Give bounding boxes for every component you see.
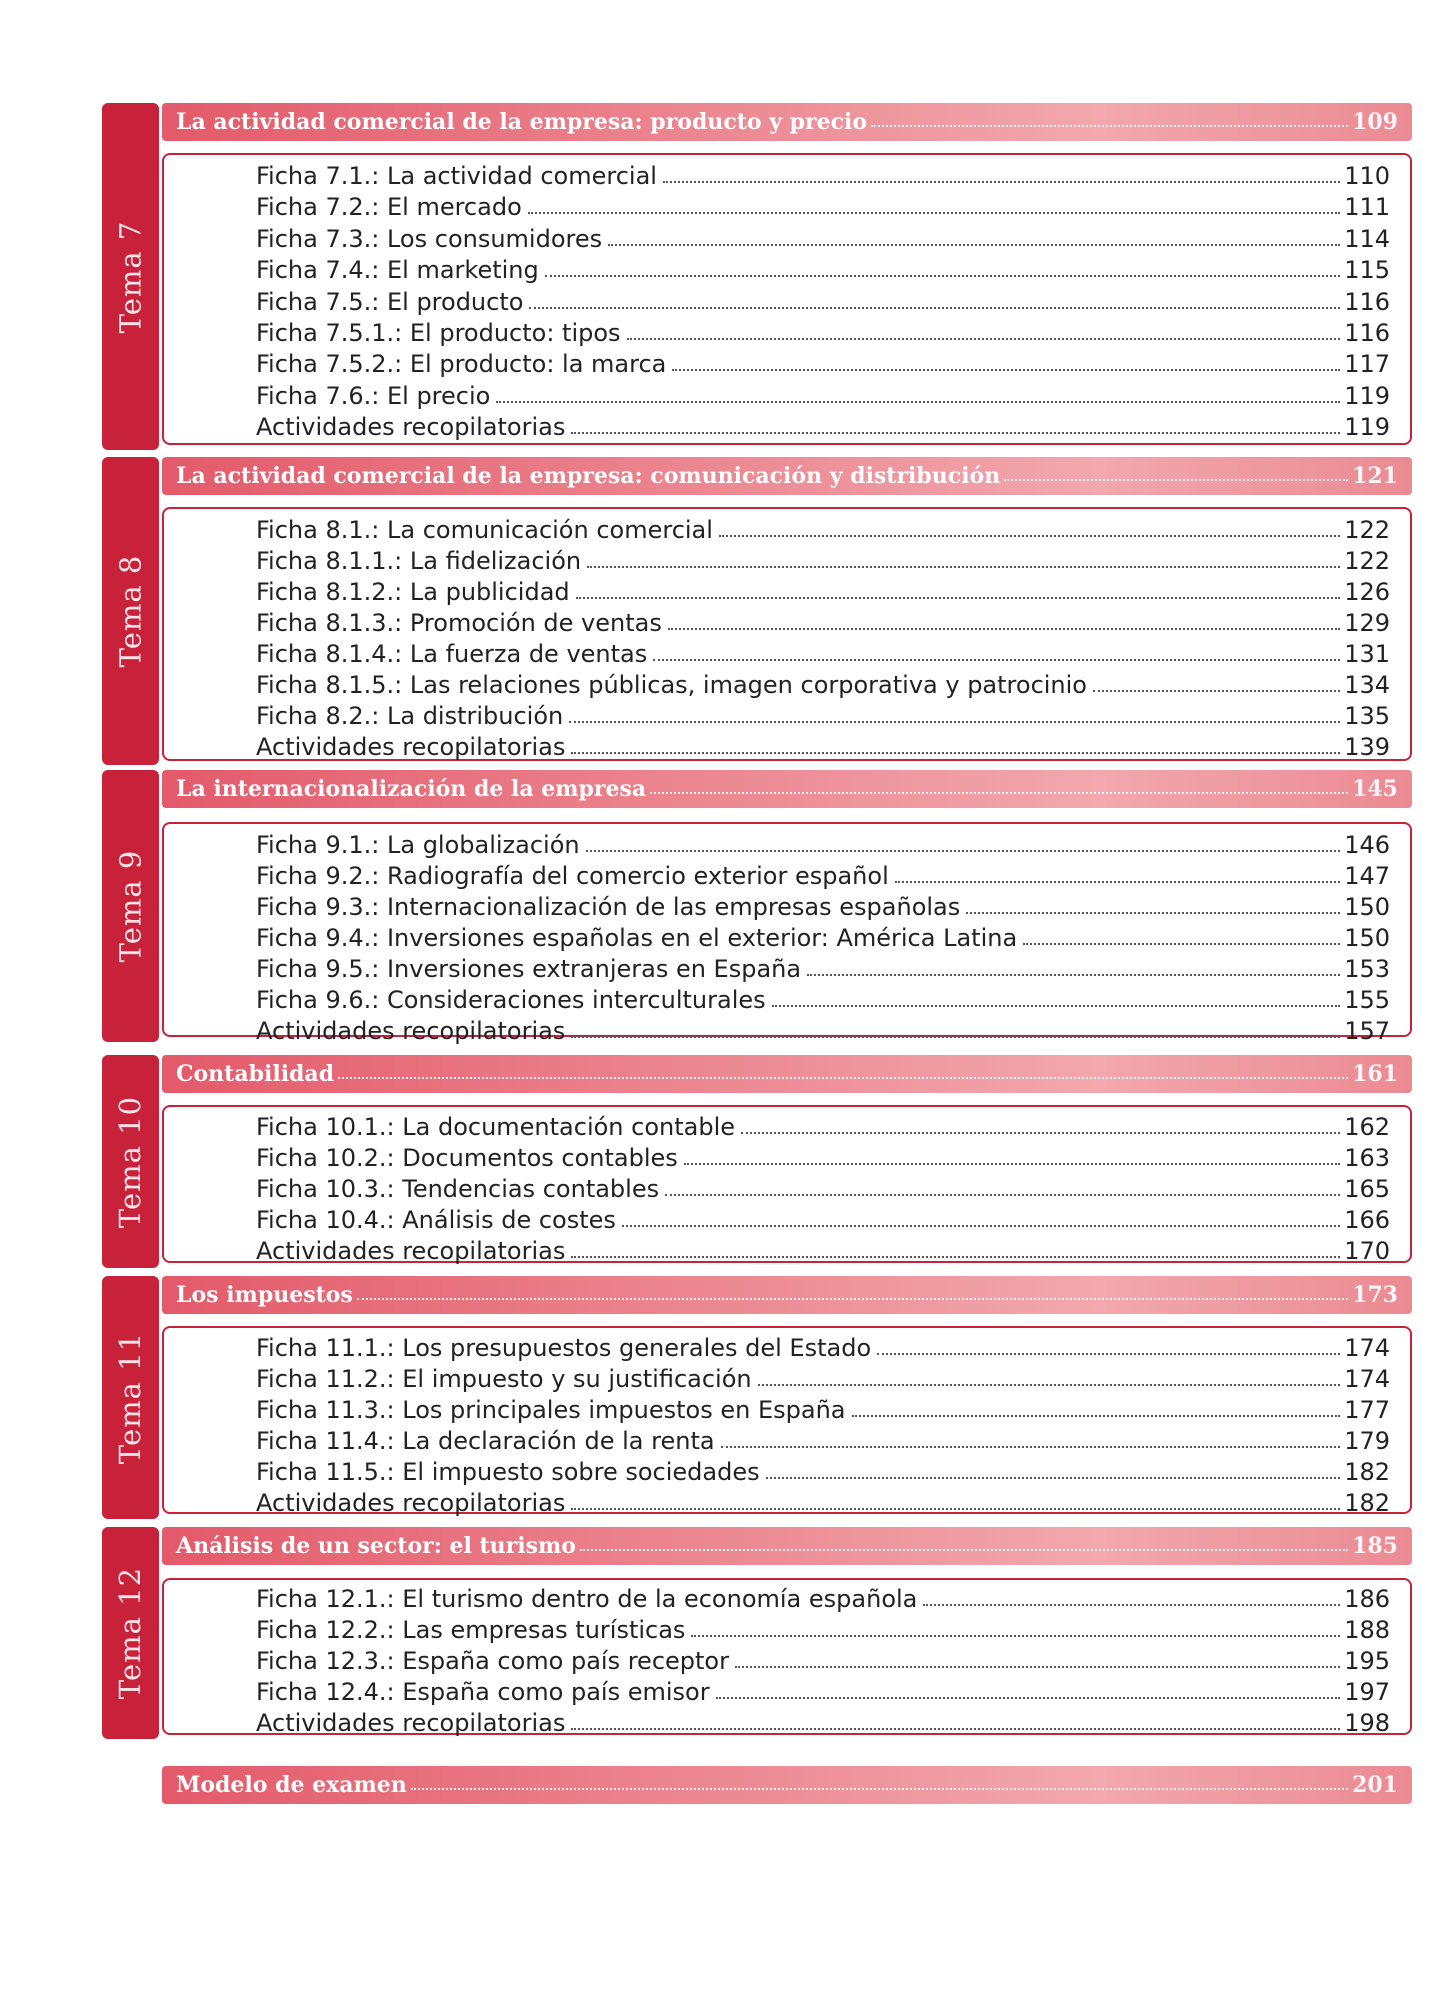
dot-leader — [357, 1298, 1348, 1300]
chapter-header[interactable] — [162, 1276, 1412, 1314]
toc-entry[interactable] — [256, 1172, 1390, 1203]
toc-entry[interactable] — [256, 575, 1390, 606]
toc-entry-page: 146 — [1344, 831, 1390, 859]
dot-leader — [772, 1005, 1341, 1007]
tema-tab — [102, 1055, 159, 1268]
toc-entry[interactable] — [256, 1234, 1390, 1265]
dot-leader — [716, 1697, 1341, 1699]
toc-entry-label: Ficha 8.1.3.: Promoción de ventas — [256, 609, 662, 637]
chapter-title: Los impuestos — [176, 1282, 353, 1308]
toc-entry-label: Ficha 11.2.: El impuesto y su justificación — [256, 1365, 752, 1393]
toc-entry-label: Ficha 10.2.: Documentos contables — [256, 1144, 678, 1172]
chapter-header[interactable] — [162, 770, 1412, 808]
toc-entry-page: 117 — [1344, 350, 1390, 379]
toc-entry-label: Ficha 7.2.: El mercado — [256, 193, 522, 222]
toc-entry[interactable] — [256, 1644, 1390, 1675]
dot-leader — [653, 659, 1340, 661]
dot-leader — [571, 432, 1340, 434]
toc-entry-page: 195 — [1344, 1647, 1390, 1675]
dot-leader — [665, 1194, 1340, 1196]
toc-entry-label: Ficha 8.1.2.: La publicidad — [256, 578, 570, 606]
toc-entry-page: 122 — [1344, 516, 1390, 544]
toc-entry-label: Ficha 9.2.: Radiografía del comercio exterior español — [256, 862, 889, 890]
toc-entry[interactable] — [256, 606, 1390, 637]
toc-entry-label: Ficha 11.3.: Los principales impuestos en España — [256, 1396, 846, 1424]
chapter-entries — [162, 1105, 1412, 1263]
toc-entry[interactable] — [256, 285, 1390, 316]
toc-entry[interactable] — [256, 513, 1390, 544]
chapter-entries — [162, 507, 1412, 761]
chapter-title: La actividad comercial de la empresa: producto y precio — [176, 109, 868, 135]
toc-entry-label: Ficha 12.3.: España como país receptor — [256, 1647, 729, 1675]
chapter-entries — [162, 822, 1412, 1045]
toc-entry-label: Ficha 9.4.: Inversiones españolas en el exterior: América Latina — [256, 924, 1018, 952]
toc-entry[interactable] — [256, 1362, 1390, 1393]
toc-entry-label: Ficha 8.1.4.: La fuerza de ventas — [256, 640, 648, 668]
dot-leader — [1023, 943, 1340, 945]
toc-entry-page: 119 — [1344, 381, 1390, 410]
chapter-entries — [162, 153, 1412, 445]
dot-leader — [877, 1353, 1340, 1355]
chapter-title: La actividad comercial de la empresa: comunicación y distribución — [176, 463, 1001, 489]
chapter-title: Análisis de un sector: el turismo — [176, 1533, 576, 1559]
toc-entry-label: Ficha 7.5.1.: El producto: tipos — [256, 319, 621, 347]
chapter-page: 145 — [1352, 776, 1398, 802]
chapter-page: 161 — [1352, 1061, 1398, 1087]
dot-leader — [529, 307, 1340, 309]
dot-leader — [411, 1788, 1348, 1790]
toc-entry-page: 150 — [1344, 893, 1390, 921]
chapter-page: 121 — [1352, 463, 1398, 489]
tema-tab-label: Tema 11 — [113, 1331, 148, 1464]
dot-leader — [966, 912, 1340, 914]
toc-entry[interactable] — [256, 1582, 1390, 1613]
chapter-entries — [162, 1578, 1412, 1735]
dot-leader — [721, 1446, 1341, 1448]
toc-entry-label: Ficha 9.6.: Consideraciones interculturales — [256, 986, 766, 1014]
toc-entry[interactable] — [256, 1331, 1390, 1362]
dot-leader — [571, 752, 1340, 754]
toc-entry[interactable] — [256, 1141, 1390, 1172]
toc-entry[interactable] — [256, 730, 1390, 761]
toc-entry[interactable] — [256, 1675, 1390, 1706]
dot-leader — [496, 401, 1340, 403]
toc-entry-page: 110 — [1344, 162, 1390, 190]
dot-leader — [569, 721, 1340, 723]
dot-leader — [691, 1635, 1340, 1637]
dot-leader — [871, 125, 1348, 127]
dot-leader — [586, 850, 1341, 852]
toc-entry-page: 153 — [1344, 955, 1390, 983]
toc-entry-page: 166 — [1344, 1206, 1390, 1234]
toc-entry[interactable] — [256, 859, 1390, 890]
toc-entry[interactable] — [256, 1014, 1390, 1045]
toc-entry-page: 116 — [1344, 287, 1390, 316]
toc-entry-label: Ficha 7.1.: La actividad comercial — [256, 162, 657, 190]
toc-entry-label: Actividades recopilatorias — [256, 733, 566, 761]
dot-leader — [571, 1036, 1340, 1038]
toc-entry-label: Ficha 8.2.: La distribución — [256, 702, 564, 730]
dot-leader — [895, 881, 1340, 883]
chapter-title: Contabilidad — [176, 1061, 335, 1087]
toc-entry-label: Ficha 12.4.: España como país emisor — [256, 1678, 710, 1706]
chapter-header[interactable] — [162, 103, 1412, 141]
tema-tab — [102, 1276, 159, 1519]
toc-entry-page: 174 — [1344, 1365, 1390, 1393]
tema-tab — [102, 1527, 159, 1739]
toc-entry-label: Ficha 7.3.: Los consumidores — [256, 224, 603, 253]
toc-entry[interactable] — [256, 222, 1390, 253]
chapter-page: 185 — [1352, 1533, 1398, 1559]
toc-entry-label: Ficha 9.1.: La globalización — [256, 831, 580, 859]
toc-entry[interactable] — [256, 1424, 1390, 1455]
dot-leader — [338, 1077, 1348, 1079]
toc-entry-label: Ficha 11.1.: Los presupuestos generales del Estado — [256, 1334, 872, 1362]
toc-entry-page: 182 — [1344, 1458, 1390, 1486]
toc-entry-page: 155 — [1344, 986, 1390, 1014]
toc-entry-label: Ficha 10.1.: La documentación contable — [256, 1113, 736, 1141]
dot-leader — [758, 1384, 1341, 1386]
dot-leader — [571, 1256, 1340, 1258]
toc-entry-page: 186 — [1344, 1585, 1390, 1613]
toc-entry[interactable] — [256, 253, 1390, 284]
dot-leader — [576, 597, 1341, 599]
dot-leader — [807, 974, 1340, 976]
toc-entry-page: 135 — [1344, 702, 1390, 730]
final-header[interactable] — [162, 1766, 1412, 1804]
tema-tab — [102, 103, 159, 450]
toc-entry[interactable] — [256, 983, 1390, 1014]
toc-entry[interactable] — [256, 699, 1390, 730]
toc-entry-label: Actividades recopilatorias — [256, 1017, 566, 1045]
toc-entry[interactable] — [256, 1203, 1390, 1234]
toc-entry[interactable] — [256, 159, 1390, 190]
dot-leader — [741, 1132, 1340, 1134]
toc-entry-page: 170 — [1344, 1237, 1390, 1265]
toc-entry-page: 182 — [1344, 1489, 1390, 1517]
toc-entry-page: 126 — [1344, 578, 1390, 606]
dot-leader — [571, 1508, 1340, 1510]
toc-entry-page: 163 — [1344, 1144, 1390, 1172]
toc-entry-page: 150 — [1344, 924, 1390, 952]
toc-entry[interactable] — [256, 1706, 1390, 1737]
dot-leader — [580, 1549, 1348, 1551]
tema-tab-label: Tema 12 — [113, 1566, 148, 1700]
toc-entry[interactable] — [256, 952, 1390, 983]
toc-entry[interactable] — [256, 890, 1390, 921]
toc-entry-label: Ficha 7.5.: El producto — [256, 287, 524, 316]
toc-entry-page: 174 — [1344, 1334, 1390, 1362]
toc-entry-label: Ficha 9.3.: Internacionalización de las empresas españolas — [256, 893, 961, 921]
chapter-entries — [162, 1326, 1412, 1517]
toc-entry-page: 147 — [1344, 862, 1390, 890]
tema-tab-label: Tema 10 — [113, 1095, 148, 1228]
chapter-header[interactable] — [162, 457, 1412, 495]
dot-leader — [528, 212, 1340, 214]
toc-entry-label: Ficha 8.1.: La comunicación comercial — [256, 516, 713, 544]
toc-entry-page: 179 — [1344, 1427, 1390, 1455]
toc-entry[interactable] — [256, 544, 1390, 575]
final-title: Modelo de examen — [176, 1772, 407, 1798]
toc-entry-page: 198 — [1344, 1709, 1390, 1737]
toc-entry-page: 197 — [1344, 1678, 1390, 1706]
toc-entry-label: Ficha 12.2.: Las empresas turísticas — [256, 1616, 686, 1644]
dot-leader — [684, 1163, 1340, 1165]
tema-tab-label: Tema 7 — [113, 220, 148, 333]
toc-entry[interactable] — [256, 1455, 1390, 1486]
toc-entry[interactable] — [256, 828, 1390, 859]
dot-leader — [545, 275, 1340, 277]
toc-entry-label: Actividades recopilatorias — [256, 1237, 566, 1265]
dot-leader — [571, 1728, 1340, 1730]
dot-leader — [622, 1225, 1340, 1227]
dot-leader — [627, 338, 1341, 340]
toc-entry-page: 129 — [1344, 609, 1390, 637]
toc-entry-page: 115 — [1344, 256, 1390, 285]
dot-leader — [719, 535, 1340, 537]
toc-entry[interactable] — [256, 190, 1390, 221]
chapter-page: 109 — [1352, 109, 1398, 135]
toc-entry[interactable] — [256, 1393, 1390, 1424]
toc-entry-page: 119 — [1344, 413, 1390, 442]
dot-leader — [672, 369, 1340, 371]
toc-entry-label: Ficha 7.6.: El precio — [256, 381, 491, 410]
toc-entry-page: 111 — [1344, 193, 1390, 222]
toc-entry-label: Actividades recopilatorias — [256, 413, 566, 442]
toc-entry-label: Ficha 10.3.: Tendencias contables — [256, 1175, 660, 1203]
chapter-page: 173 — [1352, 1282, 1398, 1308]
toc-entry-page: 134 — [1344, 671, 1390, 699]
toc-entry-label: Ficha 11.4.: La declaración de la renta — [256, 1427, 715, 1455]
dot-leader — [1004, 479, 1348, 481]
toc-entry[interactable] — [256, 637, 1390, 668]
dot-leader — [852, 1415, 1341, 1417]
toc-entry[interactable] — [256, 1613, 1390, 1644]
tema-tab — [102, 457, 159, 765]
toc-entry-page: 177 — [1344, 1396, 1390, 1424]
dot-leader — [668, 628, 1340, 630]
toc-entry-label: Ficha 11.5.: El impuesto sobre sociedades — [256, 1458, 760, 1486]
toc-entry-label: Actividades recopilatorias — [256, 1489, 566, 1517]
toc-entry[interactable] — [256, 379, 1390, 410]
dot-leader — [650, 792, 1348, 794]
toc-entry[interactable] — [256, 410, 1390, 441]
chapter-header[interactable] — [162, 1527, 1412, 1565]
toc-entry-label: Ficha 9.5.: Inversiones extranjeras en España — [256, 955, 802, 983]
toc-entry-label: Actividades recopilatorias — [256, 1709, 566, 1737]
toc-entry[interactable] — [256, 347, 1390, 378]
toc-entry[interactable] — [256, 668, 1390, 699]
tema-tab-label: Tema 8 — [113, 554, 148, 668]
toc-entry-label: Ficha 8.1.5.: Las relaciones públicas, imagen corporativa y patrocinio — [256, 671, 1087, 699]
toc-entry[interactable] — [256, 316, 1390, 347]
dot-leader — [766, 1477, 1341, 1479]
toc-entry-label: Ficha 8.1.1.: La fidelización — [256, 547, 582, 575]
chapter-title: La internacionalización de la empresa — [176, 776, 647, 802]
dot-leader — [923, 1604, 1340, 1606]
chapter-header[interactable] — [162, 1055, 1412, 1093]
toc-entry-page: 114 — [1344, 224, 1390, 253]
tema-tab-label: Tema 9 — [113, 849, 148, 963]
toc-entry-page: 165 — [1344, 1175, 1390, 1203]
toc-entry-page: 157 — [1344, 1017, 1390, 1045]
toc-entry-page: 116 — [1344, 319, 1390, 347]
toc-entry-page: 162 — [1344, 1113, 1390, 1141]
toc-entry-label: Ficha 10.4.: Análisis de costes — [256, 1206, 616, 1234]
dot-leader — [663, 181, 1340, 183]
dot-leader — [735, 1666, 1340, 1668]
tema-tab — [102, 770, 159, 1042]
toc-entry[interactable] — [256, 921, 1390, 952]
toc-entry[interactable] — [256, 1110, 1390, 1141]
dot-leader — [587, 566, 1340, 568]
final-page: 201 — [1352, 1772, 1398, 1798]
toc-entry-page: 188 — [1344, 1616, 1390, 1644]
toc-entry-page: 122 — [1344, 547, 1390, 575]
toc-entry[interactable] — [256, 1486, 1390, 1517]
toc-entry-page: 139 — [1344, 733, 1390, 761]
toc-entry-page: 131 — [1344, 640, 1390, 668]
toc-entry-label: Ficha 7.5.2.: El producto: la marca — [256, 350, 667, 379]
toc-entry-label: Ficha 7.4.: El marketing — [256, 256, 539, 285]
toc-entry-label: Ficha 12.1.: El turismo dentro de la economía española — [256, 1585, 918, 1613]
dot-leader — [1093, 690, 1340, 692]
dot-leader — [608, 244, 1340, 246]
